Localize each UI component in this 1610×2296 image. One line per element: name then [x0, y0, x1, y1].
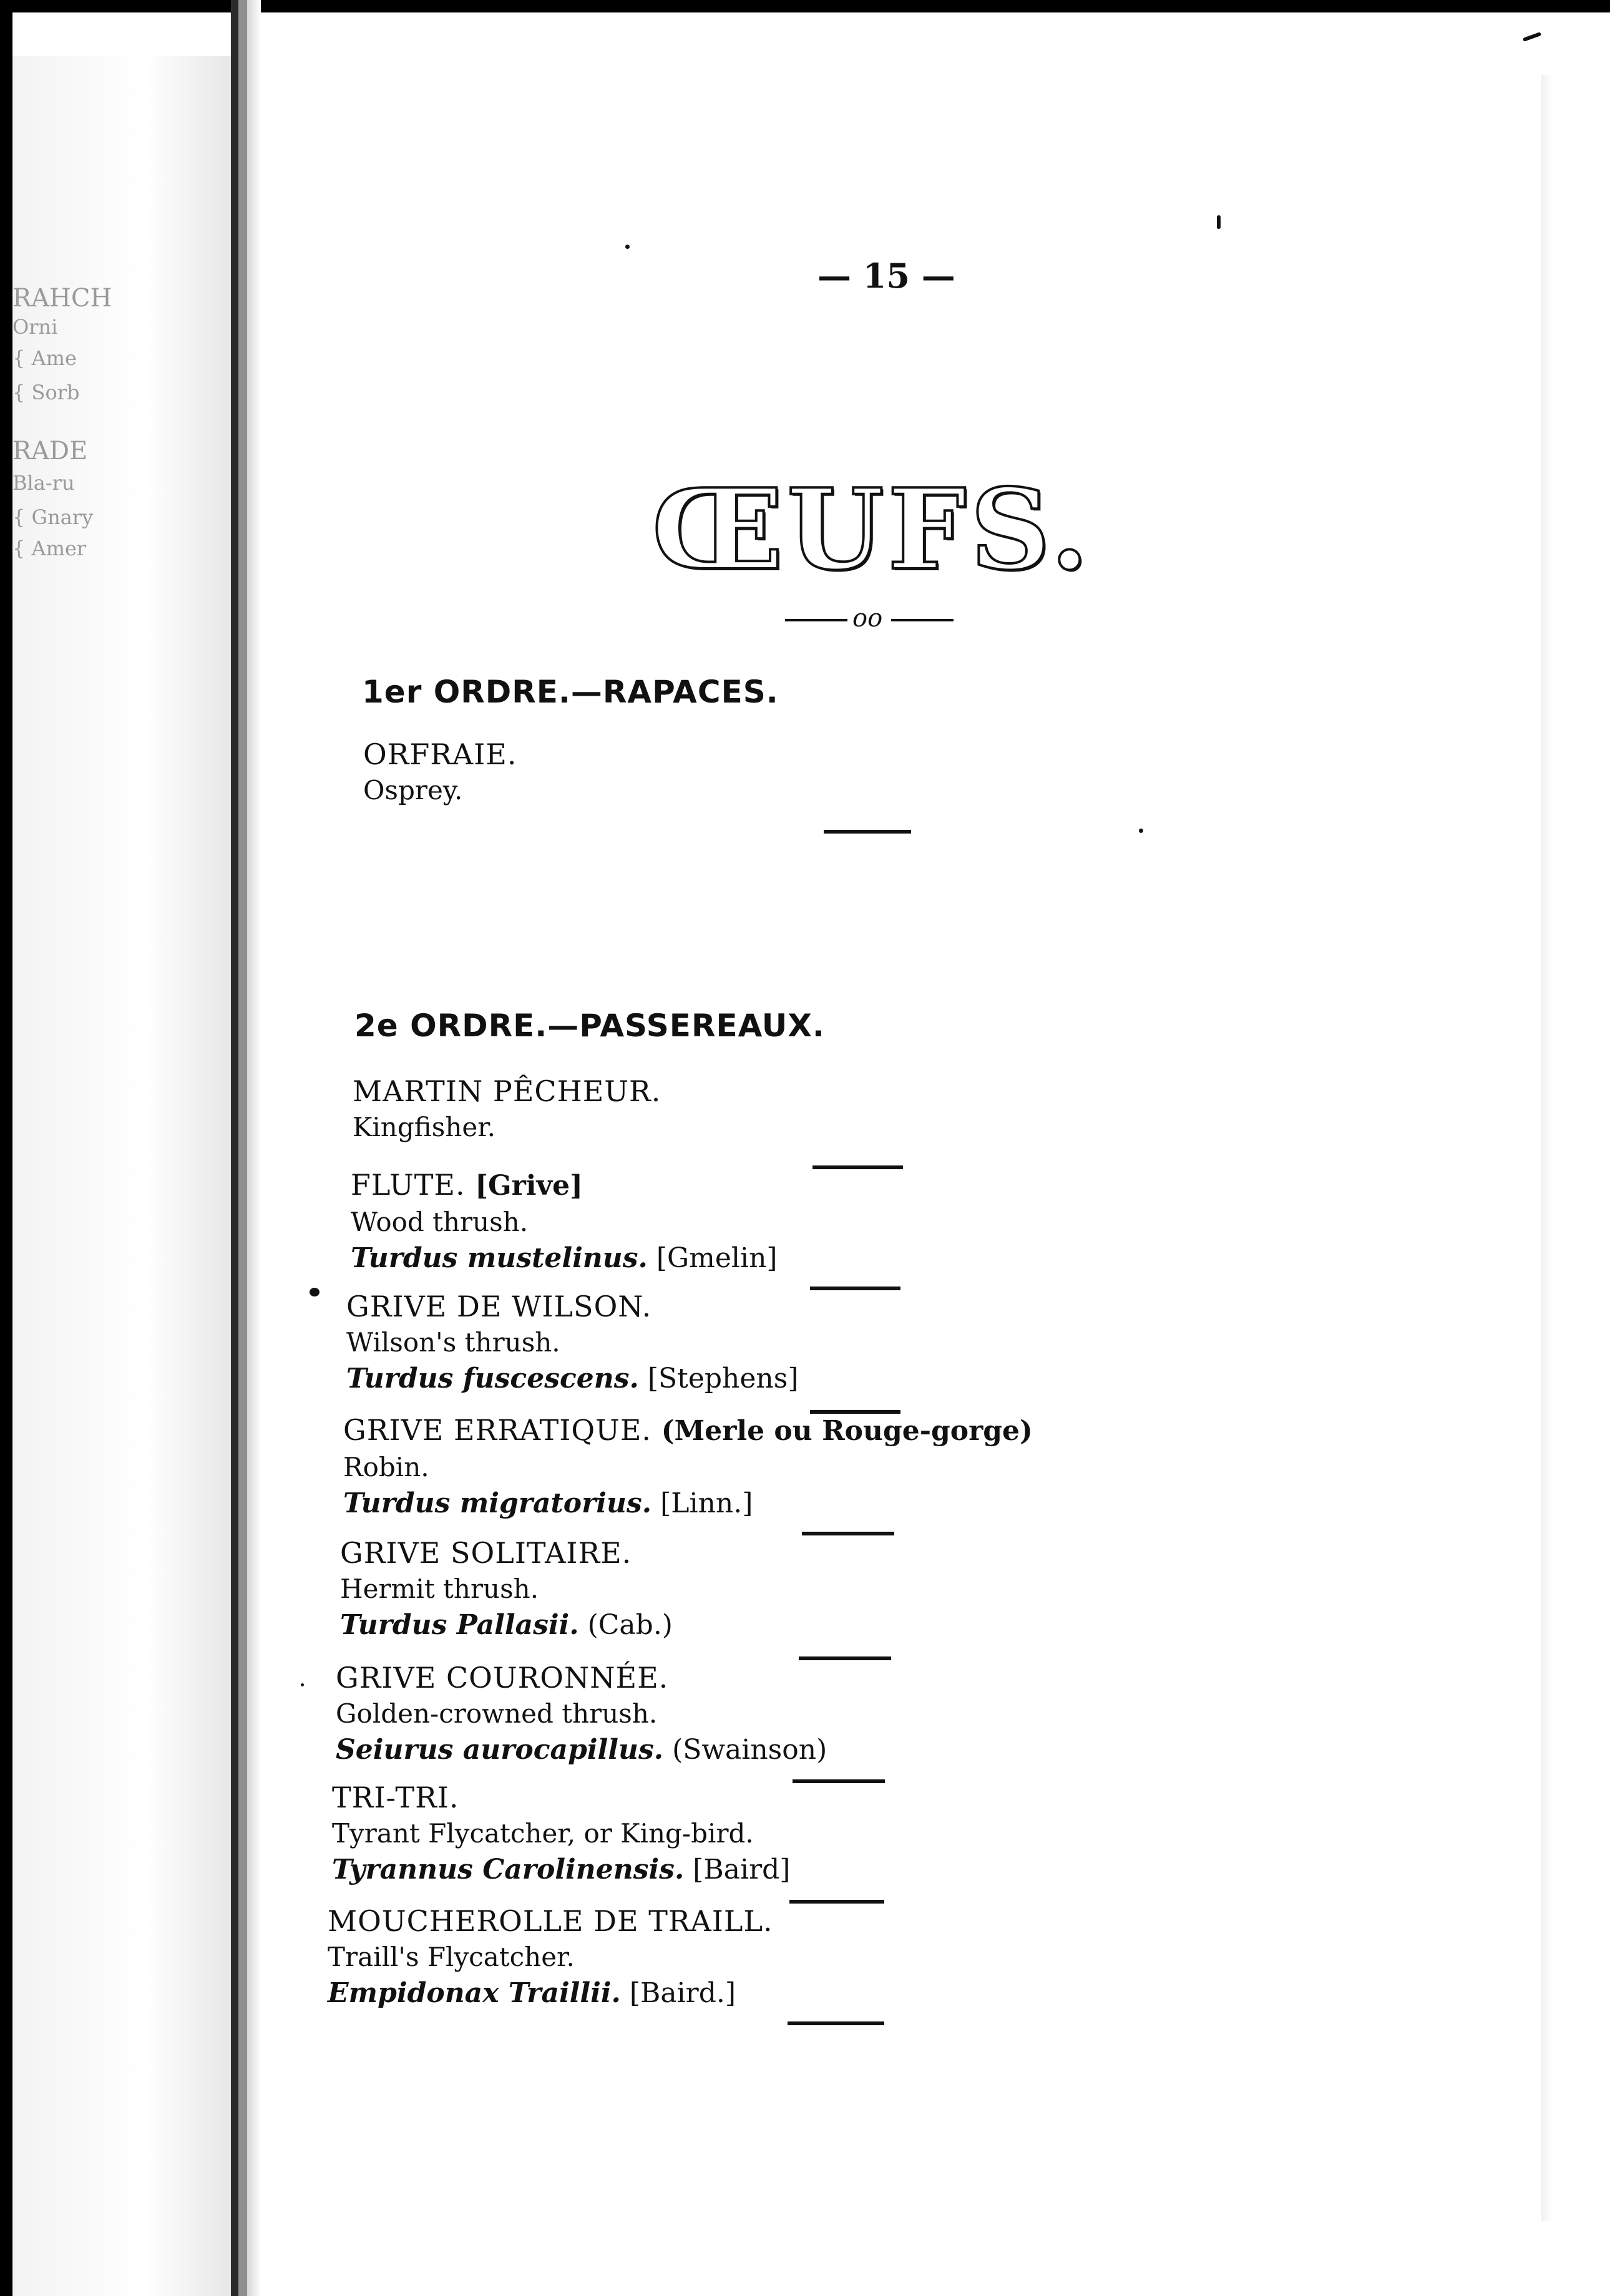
species-authority: [Baird] [693, 1854, 791, 1885]
species-entry [353, 1073, 661, 1146]
species-english-name: Wilson's thrush. [346, 1327, 560, 1358]
species-latin-name: Empidonax Traillii. [328, 1977, 621, 2009]
species-entry [328, 1903, 773, 2011]
species-french-name: MARTIN PÊCHEUR. [353, 1074, 661, 1108]
species-french-note: (Merle ou Rouge-gorge) [661, 1415, 1033, 1447]
scan-speck [1523, 32, 1541, 42]
species-english-name: Kingfisher. [353, 1112, 496, 1142]
page-number: — 15 — [817, 256, 955, 296]
species-french-note: [Grive] [475, 1170, 583, 1202]
species-scientific-line [340, 1607, 673, 1643]
bleed-through-text: { Gnary [12, 505, 94, 529]
section-heading: 2e ORDRE.—PASSEREAUX. [354, 1008, 825, 1044]
species-french-name: FLUTE. [351, 1168, 466, 1202]
scan-speck [301, 1683, 304, 1686]
bleed-through-text: Orni [12, 315, 58, 339]
species-french-name: ORFRAIE. [363, 737, 517, 771]
species-french-name: MOUCHEROLLE DE TRAILL. [328, 1904, 773, 1938]
species-french-name-line [343, 1412, 1033, 1449]
species-authority: (Swainson) [672, 1734, 827, 1766]
page-title: ŒUFS. [652, 464, 1093, 595]
species-scientific-line [336, 1732, 827, 1768]
species-authority: [Linn.] [660, 1487, 753, 1519]
bleed-through-text: { Amer [12, 537, 87, 560]
section-heading: 1er ORDRE.—RAPACES. [362, 674, 779, 710]
scan-speck [625, 245, 630, 249]
ornament-text: oo [852, 604, 883, 633]
species-latin-name: Seiurus aurocapillus. [336, 1734, 664, 1766]
entry-separator [802, 1532, 894, 1535]
species-english-name: Tyrant Flycatcher, or King-bird. [332, 1818, 754, 1849]
scan-speck [1139, 829, 1143, 833]
ornament-rule-right [891, 619, 954, 621]
scan-border-left [0, 0, 12, 2296]
species-authority: [Baird.] [629, 1977, 736, 2009]
species-english-name: Golden-crowned thrush. [336, 1698, 658, 1729]
species-entry [343, 1412, 1033, 1522]
bleed-through-text: RADE [12, 437, 88, 465]
species-scientific-line [328, 1975, 773, 2011]
species-entry [363, 736, 517, 809]
bleed-through-text: { Sorb [12, 381, 80, 404]
scan-speck [1217, 215, 1221, 229]
species-entry [340, 1535, 673, 1643]
species-entry [332, 1779, 790, 1888]
species-latin-name: Turdus migratorius. [343, 1487, 652, 1519]
bleed-through-text: RAHCH [12, 284, 112, 313]
page-edge-shadow [1541, 75, 1553, 2221]
species-english-name: Robin. [343, 1452, 429, 1482]
entry-separator [812, 1165, 903, 1169]
species-latin-name: Tyrannus Carolinensis. [332, 1854, 685, 1885]
species-authority: [Stephens] [647, 1363, 799, 1394]
entry-separator [789, 1900, 884, 1904]
species-french-name-line [351, 1167, 778, 1204]
species-scientific-line [346, 1361, 799, 1397]
entry-separator [810, 1287, 900, 1290]
bleed-through-text: Bla-ru [12, 471, 75, 495]
species-french-name: GRIVE DE WILSON. [346, 1290, 652, 1323]
bleed-through-text: { Ame [12, 346, 77, 370]
species-french-name: TRI-TRI. [332, 1781, 459, 1814]
species-entry [351, 1167, 778, 1277]
species-english-name: Traill's Flycatcher. [328, 1942, 575, 1972]
species-english-name: Wood thrush. [351, 1207, 529, 1237]
species-latin-name: Turdus mustelinus. [351, 1242, 648, 1274]
species-scientific-line [351, 1240, 778, 1277]
species-english-name: Hermit thrush. [340, 1574, 539, 1604]
binding-gutter-light [247, 0, 261, 2296]
species-french-name: GRIVE COURONNÉE. [336, 1661, 669, 1695]
entry-separator [788, 2021, 884, 2025]
entry-separator [824, 830, 911, 834]
binding-gutter-dark [231, 0, 238, 2296]
species-latin-name: Turdus fuscescens. [346, 1363, 639, 1394]
entry-separator [793, 1779, 885, 1783]
species-french-name: GRIVE ERRATIQUE. [343, 1413, 652, 1447]
ornament-rule-left [785, 619, 847, 621]
species-authority: [Gmelin] [656, 1242, 778, 1274]
species-authority: (Cab.) [587, 1609, 673, 1641]
species-english-name: Osprey. [363, 775, 463, 805]
species-scientific-line [332, 1852, 790, 1888]
title-ornament [785, 604, 954, 633]
species-french-name: GRIVE SOLITAIRE. [340, 1536, 632, 1570]
species-latin-name: Turdus Pallasii. [340, 1609, 579, 1641]
binding-gutter-mid [238, 0, 247, 2296]
species-entry [336, 1660, 827, 1768]
species-entry [346, 1288, 799, 1397]
scan-speck [310, 1288, 320, 1296]
species-scientific-line [343, 1486, 1033, 1522]
